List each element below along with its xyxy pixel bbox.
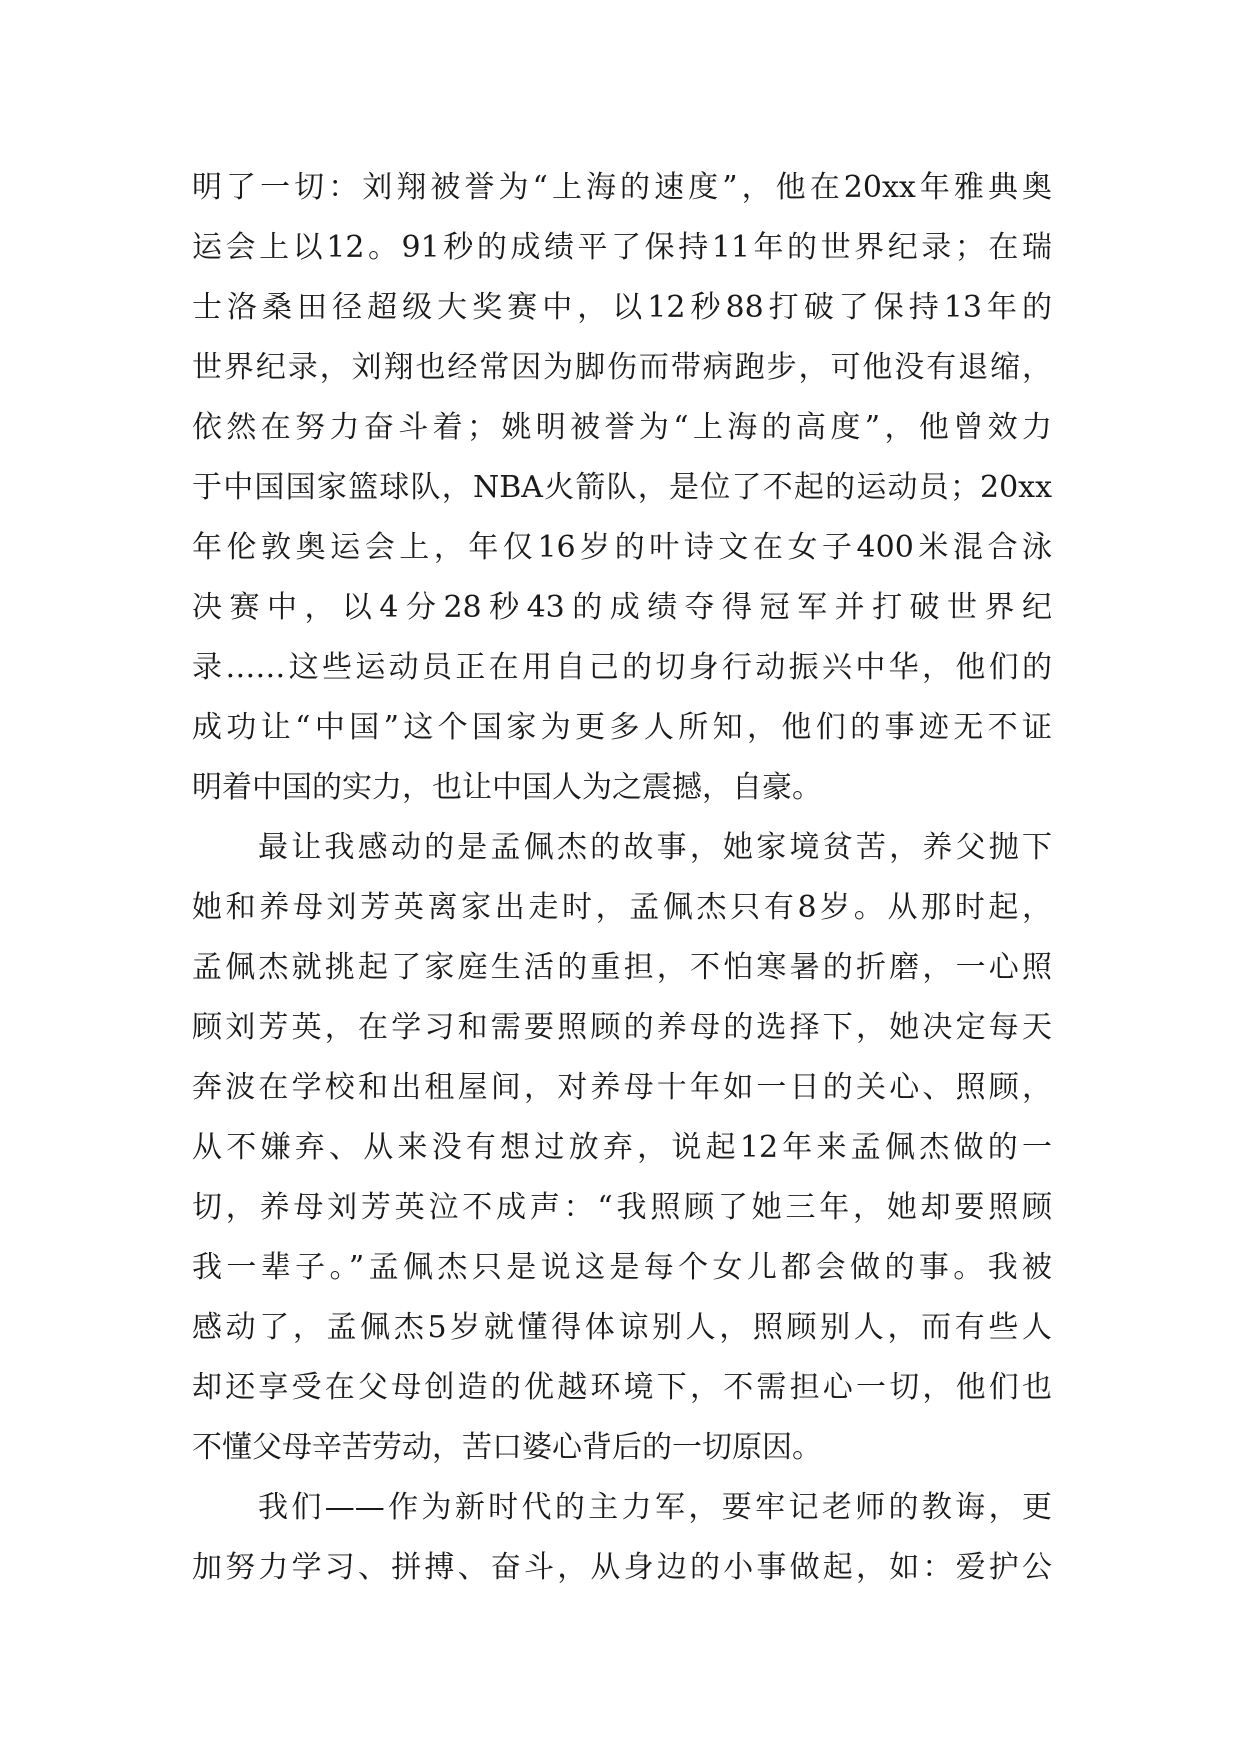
text-line: 成功让“中国”这个国家为更多人所知，他们的事迹无不证 bbox=[192, 710, 1052, 745]
text-line: 感动了，孟佩杰5岁就懂得体谅别人，照顾别人，而有些人 bbox=[192, 1310, 1052, 1345]
text-line: 录……这些运动员正在用自己的切身行动振兴中华，他们的 bbox=[192, 650, 1052, 685]
text-line: 奔波在学校和出租屋间，对养母十年如一日的关心、照顾， bbox=[192, 1070, 1052, 1105]
text-line: 却还享受在父母创造的优越环境下，不需担心一切，他们也 bbox=[192, 1370, 1052, 1405]
text-line: 切，养母刘芳英泣不成声：“我照顾了她三年，她却要照顾 bbox=[192, 1190, 1052, 1225]
text-line: 孟佩杰就挑起了家庭生活的重担，不怕寒暑的折磨，一心照 bbox=[192, 950, 1052, 985]
text-line: 依然在努力奋斗着；姚明被誉为“上海的高度”，他曾效力 bbox=[192, 410, 1052, 445]
text-line: 不懂父母辛苦劳动，苦口婆心背后的一切原因。 bbox=[192, 1430, 822, 1465]
text-line: 顾刘芳英，在学习和需要照顾的养母的选择下，她决定每天 bbox=[192, 1010, 1052, 1045]
paragraph-first-line: 最让我感动的是孟佩杰的故事，她家境贫苦，养父抛下 bbox=[258, 830, 1052, 865]
text-line: 于中国国家篮球队，NBA火箭队，是位了不起的运动员；20xx bbox=[192, 470, 1052, 505]
text-line: 运会上以12。91秒的成绩平了保持11年的世界纪录；在瑞 bbox=[192, 230, 1052, 265]
text-line: 从不嫌弃、从来没有想过放弃，说起12年来孟佩杰做的一 bbox=[192, 1130, 1052, 1165]
document-body bbox=[192, 158, 1052, 1598]
paragraph-first-line: 我们——作为新时代的主力军，要牢记老师的教诲，更 bbox=[258, 1490, 1052, 1525]
text-line: 我一辈子。”孟佩杰只是说这是每个女儿都会做的事。我被 bbox=[192, 1250, 1052, 1285]
text-line: 她和养母刘芳英离家出走时，孟佩杰只有8岁。从那时起， bbox=[192, 890, 1052, 925]
text-line: 世界纪录，刘翔也经常因为脚伤而带病跑步，可他没有退缩， bbox=[192, 350, 1052, 385]
text-line: 士洛桑田径超级大奖赛中，以12秒88打破了保持13年的 bbox=[192, 290, 1052, 325]
text-line: 年伦敦奥运会上，年仅16岁的叶诗文在女子400米混合泳 bbox=[192, 530, 1052, 565]
text-line: 明着中国的实力，也让中国人为之震撼，自豪。 bbox=[192, 770, 822, 805]
text-line: 决赛中，以4分28秒43的成绩夺得冠军并打破世界纪 bbox=[192, 590, 1052, 625]
text-line: 加努力学习、拼搏、奋斗，从身边的小事做起，如：爱护公 bbox=[192, 1550, 1052, 1585]
text-line: 明了一切：刘翔被誉为“上海的速度”，他在20xx年雅典奥 bbox=[192, 170, 1052, 205]
